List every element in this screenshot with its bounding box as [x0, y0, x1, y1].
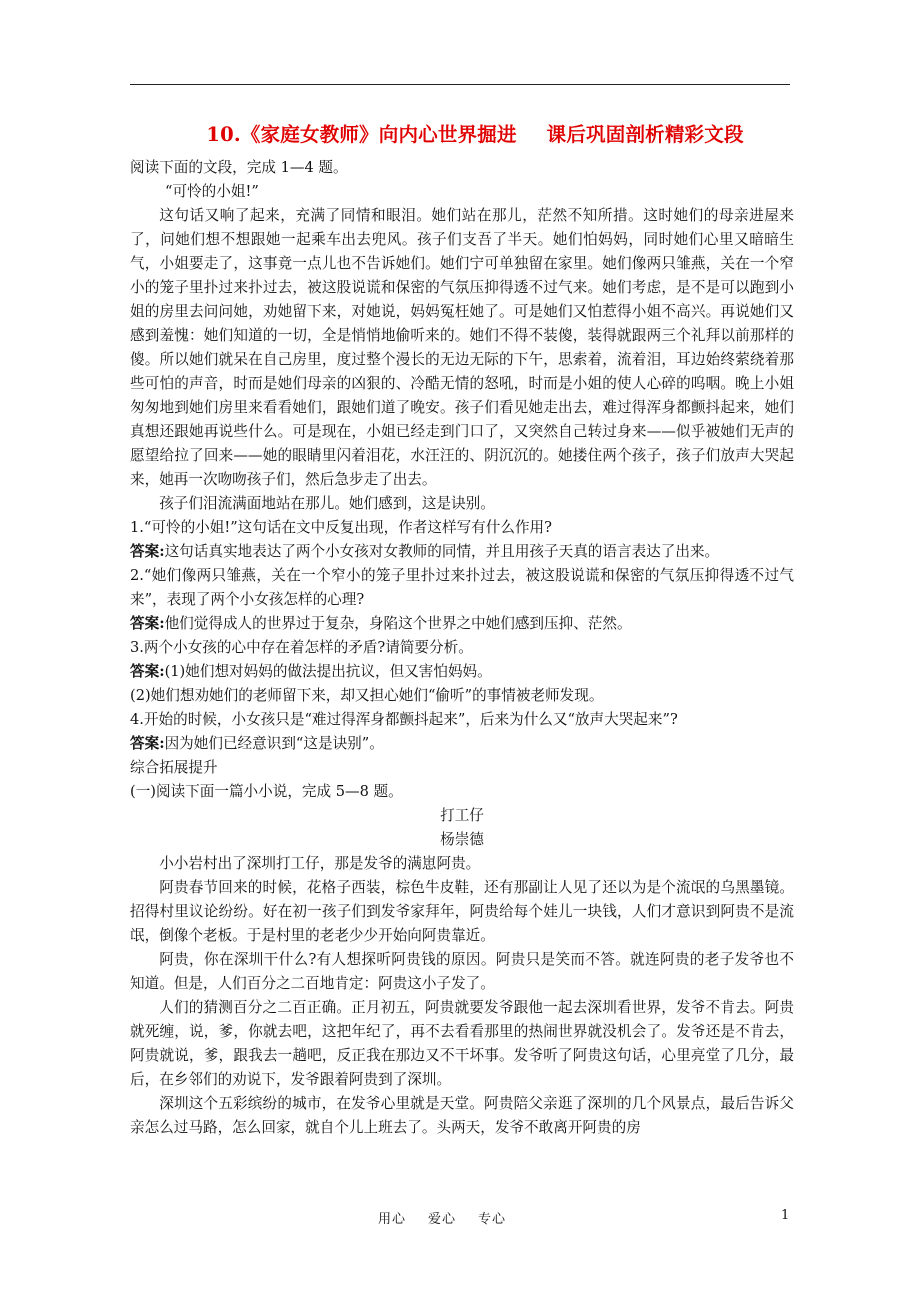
- section1-quote: “可怜的小姐!”: [165, 183, 259, 200]
- section1-intro: 阅读下面的文段，完成 1—4 题。: [130, 159, 348, 176]
- title-part-2: 课后巩固剖析精彩文段: [546, 123, 744, 146]
- question-4: 4.开始的时候，小女孩只是“难过得浑身都颤抖起来”，后来为什么又“放声大哭起来”?: [130, 711, 678, 728]
- answer-label: 答案:: [130, 615, 165, 632]
- answer-text: 这句话真实地表达了两个小女孩对女教师的同情，并且用孩子天真的语言表达了出来。: [164, 543, 720, 560]
- story-paragraph-5: 深圳这个五彩缤纷的城市，在发爷心里就是天堂。阿贵陪父亲逛了深圳的几个风景点，最后告诉父亲怎么过马路，怎么回家，就自个儿上班去了。头两天，发爷不敢离开阿贵的房: [130, 1095, 794, 1136]
- answer-label: 答案:: [130, 663, 165, 680]
- answer-1: [130, 540, 794, 564]
- footer-motto-3: 专心: [478, 1212, 507, 1227]
- footer-motto-1: 用心: [378, 1212, 407, 1227]
- question-1: 1.“可怜的小姐!”这句话在文中反复出现，作者这样写有什么作用?: [130, 519, 552, 536]
- answer-4: [130, 732, 794, 756]
- document-body: [130, 156, 794, 1140]
- story-paragraph-2: 阿贵春节回来的时候，花格子西装，棕色牛皮鞋，还有那副让人见了还以为是个流氓的乌黑墨镜。招得村里议论纷纷。好在初一孩子们到发爷家拜年，阿贵给每个娃儿一块钱，人们才意识到阿贵不是流氓，倒像个老板。于是村里的老老少少开始向阿贵靠近。: [130, 879, 794, 944]
- answer-2: [130, 612, 794, 636]
- question-3: 3.两个小女孩的心中存在着怎样的矛盾?请简要分析。: [130, 639, 473, 656]
- story-paragraph-3: 阿贵，你在深圳干什么?有人想探听阿贵钱的原因。阿贵只是笑而不答。就连阿贵的老子发爷也不知道。但是，人们百分之二百地肯定：阿贵这小子发了。: [130, 951, 794, 992]
- section2-intro: (一)阅读下面一篇小小说，完成 5—8 题。: [130, 783, 403, 800]
- header-rule: [130, 84, 790, 85]
- answer-3: [130, 660, 794, 684]
- page-number: 1: [781, 1208, 790, 1223]
- answer-text: (1)她们想对妈妈的做法提出抗议，但又害怕妈妈。: [164, 663, 492, 680]
- footer-motto-2: 爱心: [428, 1212, 457, 1227]
- passage-paragraph-2: 孩子们泪流满面地站在那儿。她们感到，这是诀别。: [159, 495, 495, 512]
- title-part-1: 10.《家庭女教师》向内心世界掘进: [206, 123, 517, 146]
- answer-text: 因为她们已经意识到“这是诀别”。: [164, 735, 384, 752]
- answer-label: 答案:: [130, 735, 165, 752]
- page-title: [130, 122, 820, 148]
- story-paragraph-1: 小小岩村出了深圳打工仔，那是发爷的满崽阿贵。: [159, 855, 481, 872]
- story-author: 杨崇德: [440, 831, 484, 848]
- answer-3-part-2: (2)她们想劝她们的老师留下来，却又担心她们“偷听”的事情被老师发现。: [130, 687, 604, 704]
- passage-paragraph-1: 这句话又响了起来，充满了同情和眼泪。她们站在那儿，茫然不知所措。这时她们的母亲进屋来了，问她们想不想跟她一起乘车出去兜风。孩子们支吾了半天。她们怕妈妈，同时她们心里又暗暗生气，小姐要走了，这事竟一点儿也不告诉她们。她们宁可单独留在家里。她们像两只雏燕，关在一个窄小的笼子里扑过来扑过去，被这股说谎和保密的气氛压抑得透不过气来。她们考虑，是不是可以跑到小姐的房里去问问她，劝她留下来，对她说，妈妈冤枉她了。可是她们又怕惹得小姐不高兴。再说她们又感到羞愧：她们知道的一切，全是悄悄地偷听来的。她们不得不装傻，装得就跟两三个礼拜以前那样的傻。所以她们就呆在自己房里，度过整个漫长的无边无际的下午，思索着，流着泪，耳边始终萦绕着那些可怕的声音，时而是她们母亲的凶狠的、冷酷无情的怒吼，时而是小姐的使人心碎的呜咽。晚上小姐匆匆地到她们房里来看看她们，跟她们道了晚安。孩子们看见她走出去，难过得浑身都颤抖起来，她们真想还跟她再说些什么。可是现在，小姐已经走到门口了，又突然自己转过身来——似乎被她们无声的愿望给拉了回来——她的眼睛里闪着泪花，水汪汪的、阴沉沉的。她搂住两个孩子，孩子们放声大哭起来，她再一次吻吻孩子们，然后急步走了出去。: [130, 207, 794, 488]
- question-2: 2.“她们像两只雏燕，关在一个窄小的笼子里扑过来扑过去，被这股说谎和保密的气氛压抑得透不过气来”，表现了两个小女孩怎样的心理?: [130, 567, 794, 608]
- section2-heading: 综合拓展提升: [130, 759, 218, 776]
- answer-text: 他们觉得成人的世界过于复杂，身陷这个世界之中她们感到压抑、茫然。: [164, 615, 632, 632]
- story-title: 打工仔: [440, 807, 484, 824]
- story-paragraph-4: 人们的猜测百分之二百正确。正月初五，阿贵就要发爷跟他一起去深圳看世界，发爷不肯去。阿贵就死缠，说，爹，你就去吧，这把年纪了，再不去看看那里的热闹世界就没机会了。发爷还是不肯去，阿贵就说，爹，跟我去一趟吧，反正我在那边又不干坏事。发爷听了阿贵这句话，心里亮堂了几分，最后，在乡邻们的劝说下，发爷跟着阿贵到了深圳。: [130, 999, 794, 1088]
- answer-label: 答案:: [130, 543, 165, 560]
- footer-motto: [378, 1208, 528, 1227]
